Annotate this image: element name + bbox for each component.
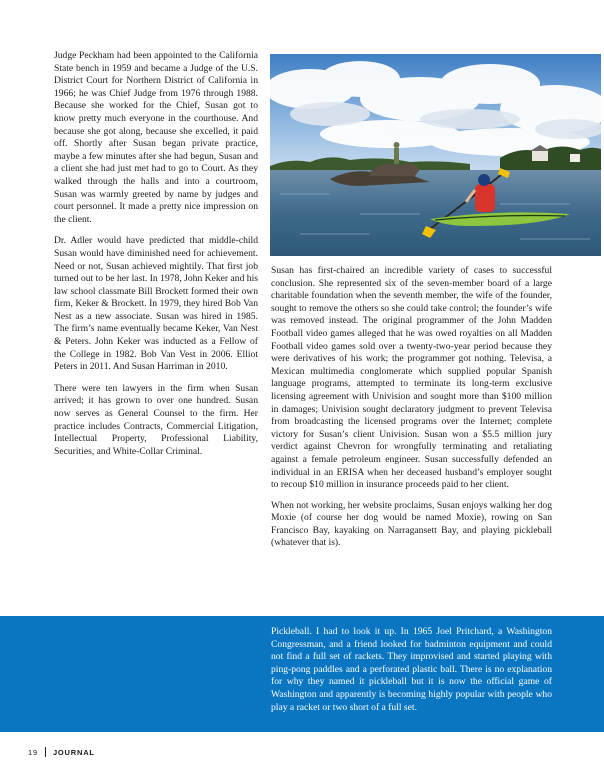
left-paragraph-3: There were ten lawyers in the firm when Susan arrived; it has grown to over one hundred. Susan now serves as General Counsel to the firm. Her practice includes Contracts, Commercial Litigation, Intellectual Property, Professional Liability, Securities, and White-Collar Criminal. bbox=[54, 382, 258, 457]
footer-divider bbox=[45, 747, 46, 757]
kayak-photo bbox=[270, 54, 601, 256]
left-paragraph-2: Dr. Adler would have predicted that middle-child Susan would have diminished need for achievement. Need or not, Susan achieved mightily. That first job turned out to be her last. In 1978, John Keker and his law school classmate Bill Brockett formed their own firm, Keker & Brockett. In 1979, they hired Bob Van Nest as a new associate. Susan was hired in 1985. The firm’s name eventually became Keker, Van Nest & Peters. John Keker was inducted as a Fellow of the College in 1982. Bob Van Vest in 2006. Elliot Peters in 2011. And Susan Harriman in 2010. bbox=[54, 235, 258, 373]
page-number: 19 bbox=[28, 747, 38, 757]
page-footer bbox=[28, 746, 95, 758]
right-paragraph-1: Susan has first-chaired an incredible variety of cases to successful conclusion. She represented six of the seven-member board of a large charitable foundation when the seventh member, the wife of the founder, sought to remove the others so she could take control; the founder’s wife was removed instead. The original programmer of the John Madden Football video games alleged that he was owed royalties on all Madden Football video games sold over a twenty-two-year period because they were derivatives of his work; the programmer got nothing. Televisa, a Mexican multimedia conglomerate which supplied popular Spanish language programs, attempted to terminate its long-term exclusive licensing agreement with Univision and sought more than $100 million in damages; Univision sought declaratory judgment to prevent Televisa from broadcasting the licensed programs over the Internet; complete victory for Susan’s client Univision. Susan won a $5.5 million jury verdict against Chevron for wrongfully terminating and retaliating against a female petroleum engineer. Susan successfully defended an individual in an ERISA when her deceased husband’s employer sought to recoup $10 million in insurance proceeds paid to her client. bbox=[271, 265, 552, 491]
pickleball-callout-text: Pickleball. I had to look it up. In 1965 Joel Pritchard, a Washington Congressman, and a friend looked for badminton equipment and could not find a full set of rackets. They improvised and started playing with ping-pong paddles and a perforated plastic ball. There is no explanation for why they named it pickleball but it is now the official game of Washington and apparently is becoming highly popular with people who play a racket or two short of a full set. bbox=[271, 626, 552, 713]
left-text-column bbox=[54, 50, 258, 467]
publication-name: JOURNAL bbox=[52, 747, 95, 757]
right-paragraph-2: When not working, her website proclaims, Susan enjoys walking her dog Moxie (of course her dog would be named Moxie), rowing on San Francisco Bay, kayaking on Narragansett Bay, and playing pickleball (whatever that is). bbox=[271, 499, 552, 549]
right-text-column bbox=[271, 265, 552, 558]
left-paragraph-1: Judge Peckham had been appointed to the California State bench in 1959 and became a Judge of the U.S. District Court for Northern District of California in 1966; he was Chief Judge from 1976 through 1988. Because she worked for the Chief, Susan got to know pretty much everyone in the courthouse. And because she got along, because she excelled, it paid off. Shortly after Susan began private practice, maybe a few minutes after she had begun, Susan and a client she had just met had to go to Court. As they walked through the halls and into a courtroom, Susan was warmly greeted by name by judges and court personnel. It made a pretty nice impression on the client. bbox=[54, 50, 258, 225]
kayak-scene-illustration bbox=[270, 54, 601, 256]
